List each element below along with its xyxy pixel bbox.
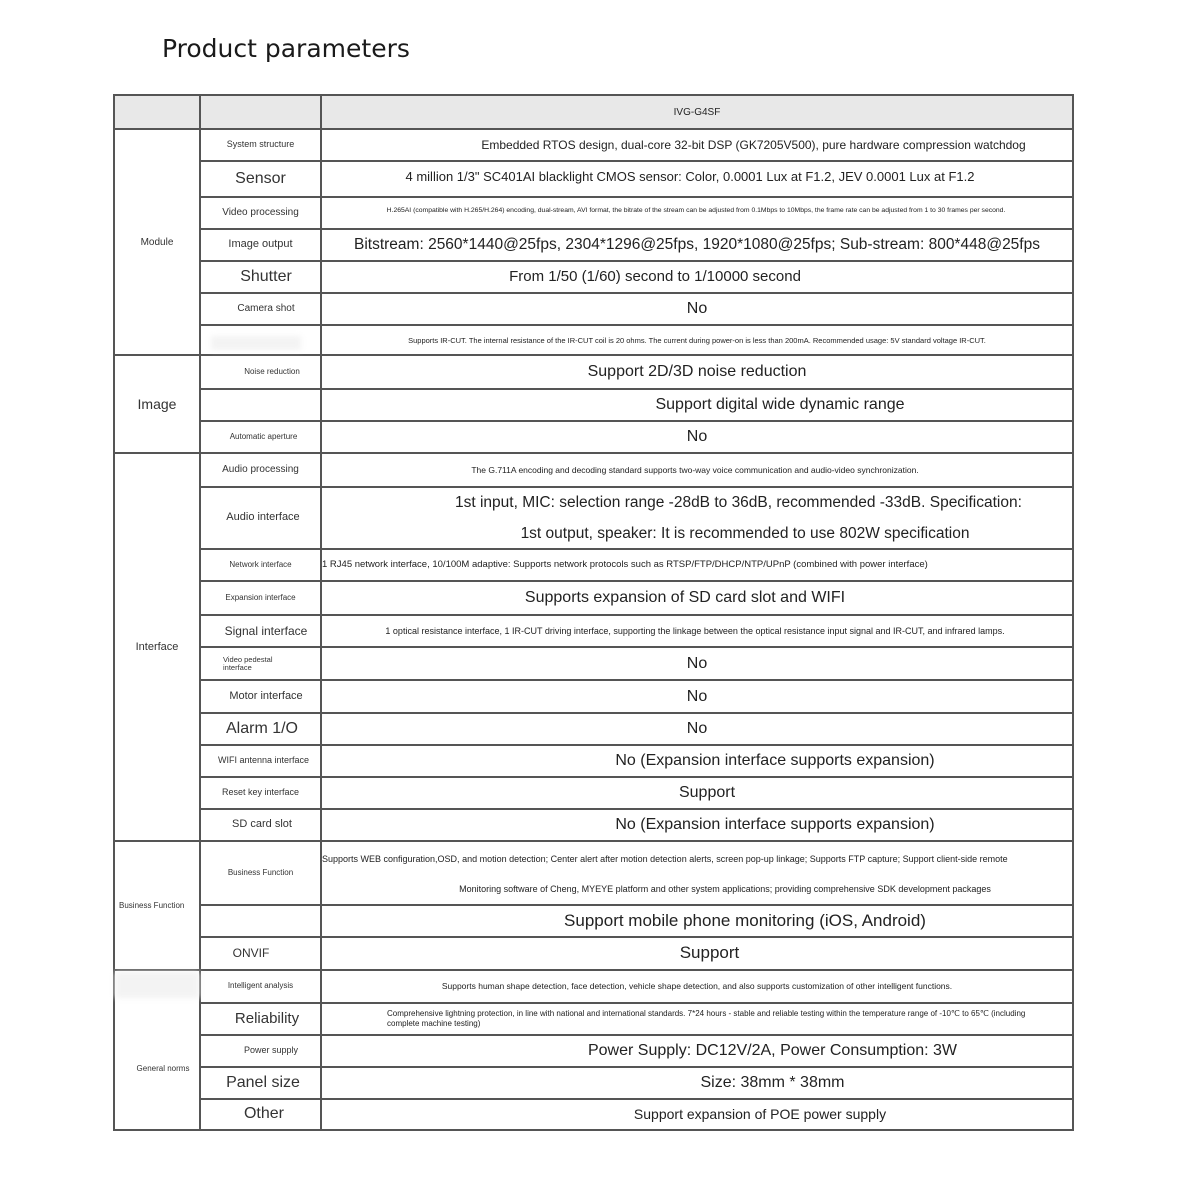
row-label: Other xyxy=(243,1105,284,1123)
row-value: Power Supply: DC12V/2A, Power Consumption: 3W xyxy=(587,1042,958,1060)
blurred-artifact xyxy=(115,972,199,998)
row-label: Panel size xyxy=(226,1073,300,1091)
row-value: Support expansion of POE power supply xyxy=(633,1106,887,1123)
row-label: Intelligent analysis xyxy=(227,981,294,991)
row-value: No (Expansion interface supports expansion) xyxy=(615,816,935,834)
row-value: 1 RJ45 network interface, 10/100M adaptive: Supports network protocols such as RTSP/FTP/DHCP/NTP/UPnP (combined with power interface) xyxy=(322,559,928,571)
row-label xyxy=(201,906,320,936)
row-value: Support mobile phone monitoring (iOS, Android) xyxy=(564,910,926,930)
row-label: Noise reduction xyxy=(244,366,300,376)
row-value: Supports human shape detection, face detection, vehicle shape detection, and also supports customization of other intelligent functions. xyxy=(441,981,953,992)
row-label: WIFI antenna interface xyxy=(217,755,310,766)
row-value: No xyxy=(686,300,708,318)
row-label: Business Function xyxy=(227,867,294,877)
row-value: No (Expansion interface supports expansion) xyxy=(615,752,935,770)
row-label: SD card slot xyxy=(232,818,292,831)
row-value: Support digital wide dynamic range xyxy=(655,396,905,414)
row-value: Embedded RTOS design, dual-core 32-bit DSP (GK7205V500), pure hardware compression watchdog xyxy=(481,137,1026,152)
row-value: Comprehensive lightning protection, in line with national and international standards. 7*24 hours - stable and reliable testing within the temperature range of -10℃ to 65℃ (including complete machine testing) xyxy=(387,1009,1026,1028)
row-label: Expansion interface xyxy=(225,592,296,602)
page-title: Product parameters xyxy=(162,34,410,63)
row-value: Support xyxy=(678,784,736,802)
row-label: Shutter xyxy=(240,267,292,285)
row-label: Automatic aperture xyxy=(229,431,298,441)
row-label: Power supply xyxy=(243,1045,299,1056)
row-label: Network interface xyxy=(229,559,292,569)
row-value: 1st input, MIC: selection range -28dB to 36dB, recommended -33dB. Specification: xyxy=(455,493,1022,511)
row-value: 1 optical resistance interface, 1 IR-CUT driving interface, supporting the linkage between the optical resistance input signal and IR-CUT, and infrared lamps. xyxy=(385,625,1005,636)
row-value: No xyxy=(686,654,708,672)
row-label: Reset key interface xyxy=(221,787,300,798)
row-value: No xyxy=(686,720,708,738)
row-value: H.265AI (compatible with H.265/H.264) encoding, dual-stream, AVI format, the bitrate of the stream can be adjusted from 0.1Mbps to 10Mbps, the frame rate can be adjusted from 1 to 30 frames per second. xyxy=(386,206,1006,214)
row-value: Supports IR-CUT. The internal resistance of the IR-CUT coil is 20 ohms. The current during power-on is less than 200mA. Recommended usage: 5V standard voltage IR-CUT. xyxy=(408,335,986,345)
row-label: Audio processing xyxy=(222,463,299,475)
row-value: Bitstream: 2560*1440@25fps, 2304*1296@25fps, 1920*1080@25fps; Sub-stream: 800*448@25fps xyxy=(354,235,1040,253)
category-interface: Interface xyxy=(135,641,179,653)
row-value: Support 2D/3D noise reduction xyxy=(587,363,807,381)
row-label: Audio interface xyxy=(226,511,300,524)
row-label: Camera shot xyxy=(237,302,295,314)
row-label xyxy=(201,390,320,420)
row-label: ONVIF xyxy=(232,946,270,961)
row-value-continuation: 1st output, speaker: It is recommended to use 802W specification xyxy=(520,524,970,542)
row-label: Alarm 1/O xyxy=(225,719,298,737)
row-label: Video pedestal interface xyxy=(223,654,273,672)
table-grid xyxy=(115,96,1072,1129)
category-image: Image xyxy=(137,396,177,412)
category-general-norms: General norms xyxy=(136,1063,190,1073)
row-label: Image output xyxy=(228,238,293,251)
row-label: Video processing xyxy=(222,206,299,218)
row-label: Signal interface xyxy=(224,623,308,638)
row-value: The G.711A encoding and decoding standard supports two-way voice communication and audio-video synchronization. xyxy=(471,464,919,475)
row-value: Supports expansion of SD card slot and WIFI xyxy=(524,589,846,607)
row-value: Size: 38mm * 38mm xyxy=(700,1074,845,1092)
row-label xyxy=(201,326,320,354)
row-label: Motor interface xyxy=(229,689,303,702)
model-header: IVG-G4SF xyxy=(673,107,721,118)
category-module: Module xyxy=(140,236,174,248)
row-label: Sensor xyxy=(235,169,286,187)
category-business-function: Business Function xyxy=(119,901,185,911)
row-value: Supports WEB configuration,OSD, and motion detection; Center alert after motion detection alerts, screen pop-up linkage; Supports FTP capture; Support client-side remote xyxy=(322,853,1008,864)
row-value-continuation: Monitoring software of Cheng, MYEYE platform and other system applications; providing comprehensive SDK development packages xyxy=(459,883,991,894)
row-value: From 1/50 (1/60) second to 1/10000 second xyxy=(509,268,801,285)
row-label: Reliability xyxy=(234,1010,300,1028)
row-value: No xyxy=(686,428,708,446)
row-value: Support xyxy=(679,943,740,963)
parameters-table xyxy=(113,94,1074,1131)
row-value: 4 million 1/3" SC401AI blacklight CMOS sensor: Color, 0.0001 Lux at F1.2, JEV 0.0001 Lux at F1.2 xyxy=(405,169,975,185)
row-label: System structure xyxy=(226,139,295,150)
row-value: No xyxy=(686,687,708,705)
